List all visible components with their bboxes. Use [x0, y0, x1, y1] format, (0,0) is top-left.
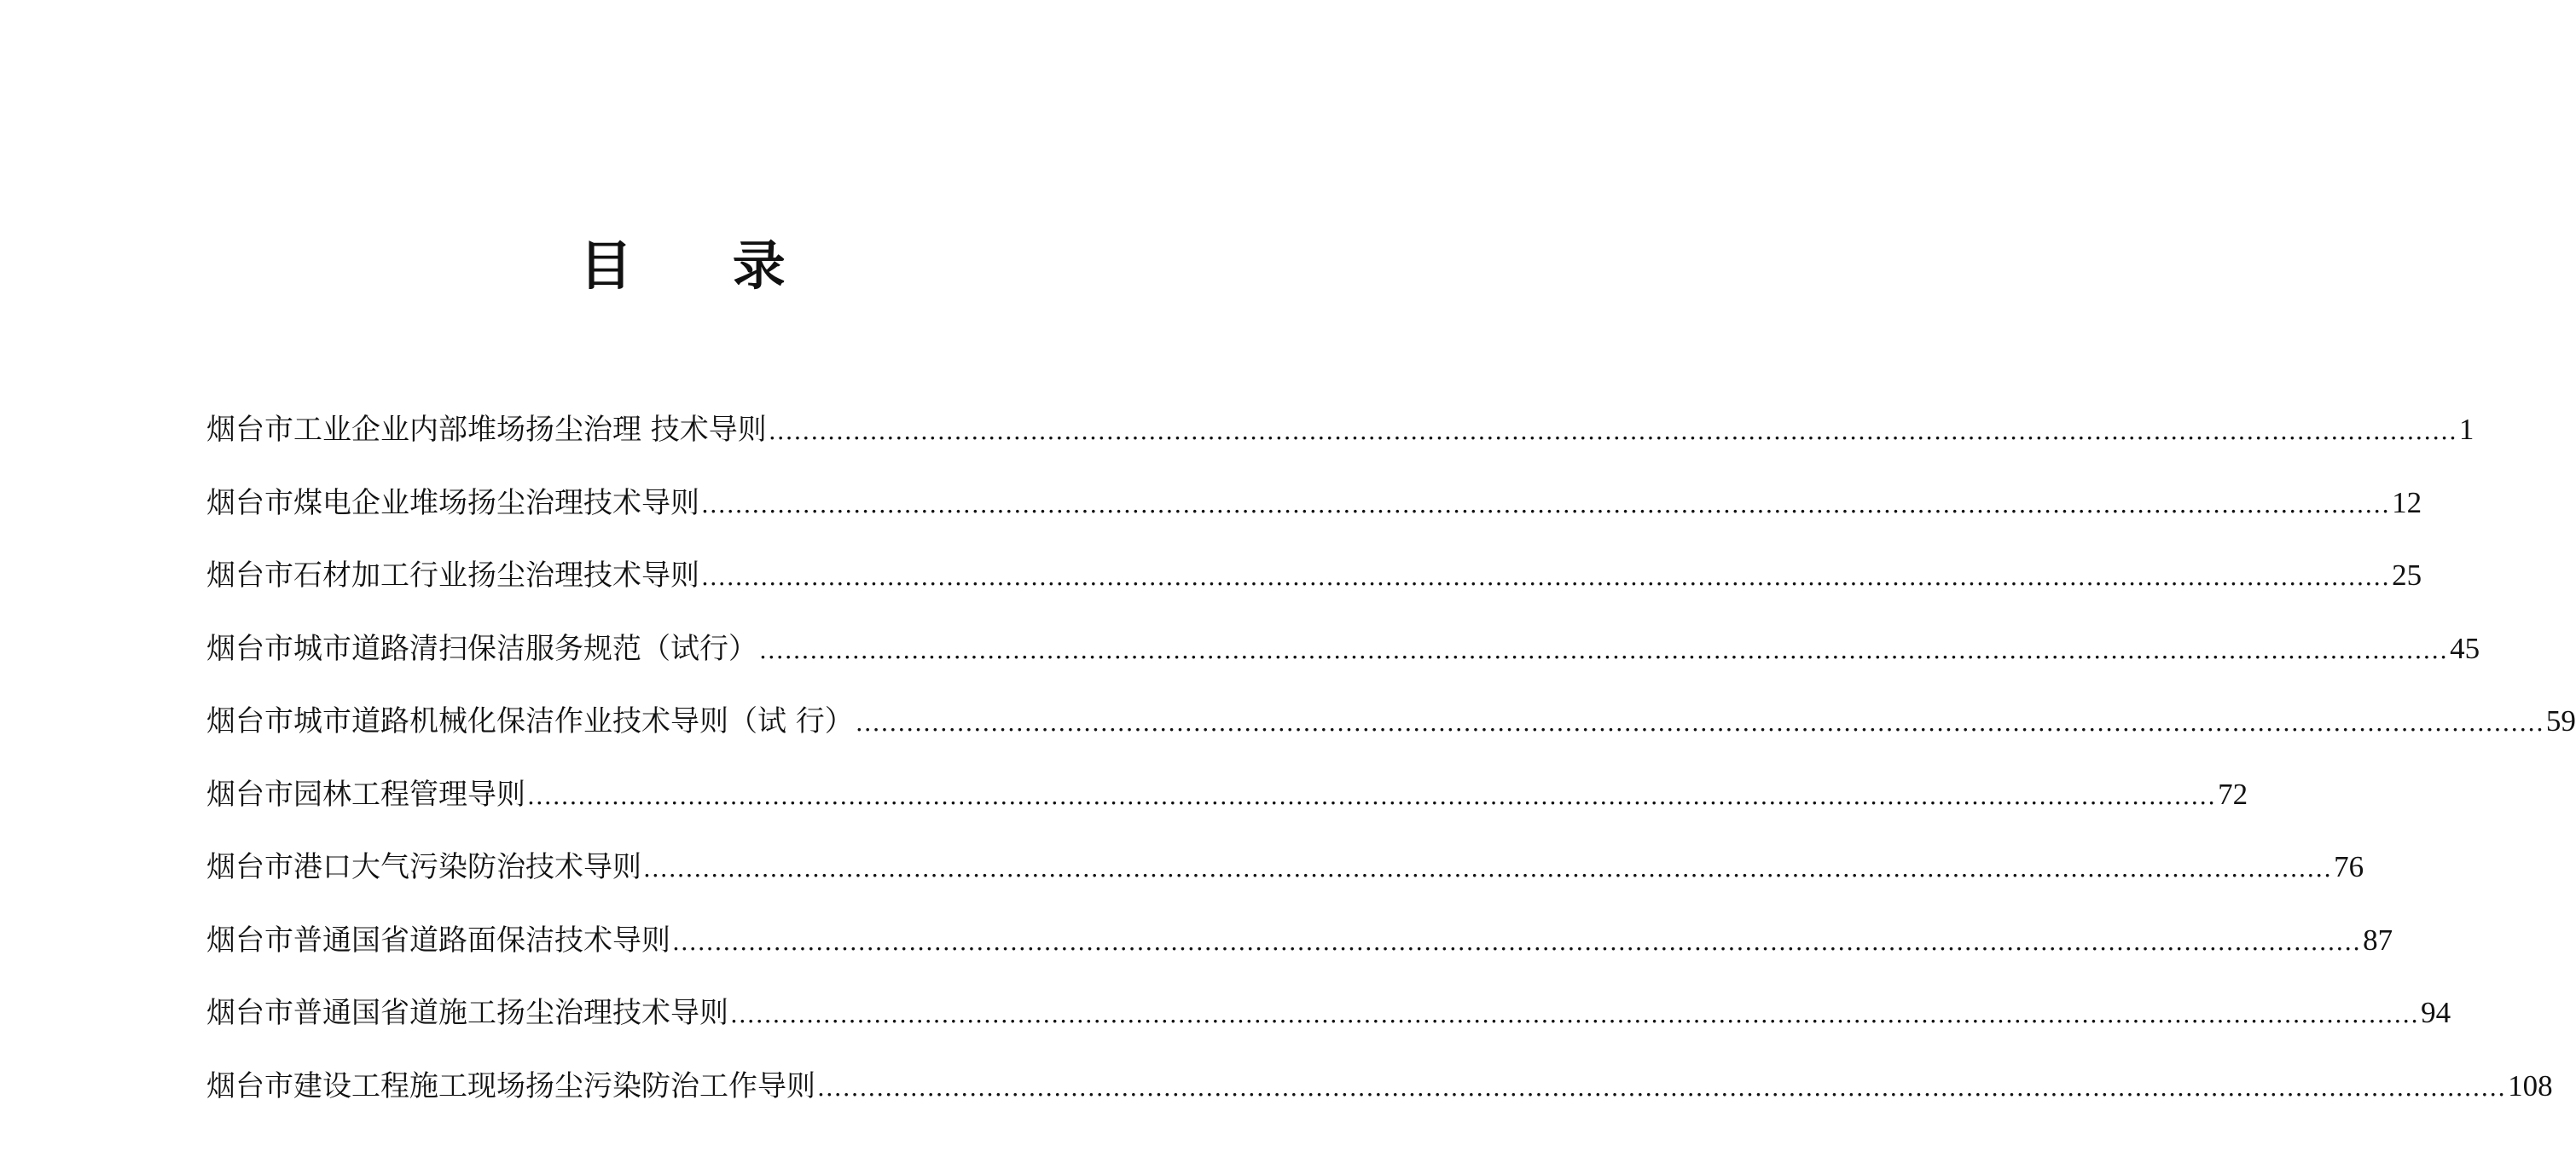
dot-leader: ........................................................................................................................................................................................................ [730, 1000, 2420, 1028]
toc-entry[interactable] [206, 1064, 2553, 1137]
toc-entry-title: 烟台市园林工程管理导则 [206, 777, 525, 812]
toc-entry-title: 烟台市港口大气污染防治技术导则 [206, 850, 641, 884]
toc-list [206, 408, 2576, 1137]
toc-page-number: 59 [2545, 704, 2576, 738]
toc-page-number: 25 [2392, 559, 2422, 592]
toc-entry[interactable] [206, 991, 2451, 1064]
toc-page-number: 1 [2458, 413, 2474, 446]
toc-page-number: 45 [2450, 631, 2480, 665]
dot-leader: ........................................................................................................................................................................................................ [701, 489, 2391, 518]
toc-entry-title: 烟台市煤电企业堆场扬尘治理技术导则 [206, 485, 699, 520]
toc-entry[interactable] [206, 699, 2576, 773]
toc-entry[interactable] [206, 408, 2474, 481]
dot-leader: ........................................................................................................................................................................................................ [643, 854, 2333, 883]
dot-leader: ........................................................................................................................................................................................................ [672, 927, 2362, 956]
toc-page-number: 87 [2363, 923, 2393, 957]
toc-page-number: 94 [2421, 996, 2451, 1029]
toc-page-number: 76 [2334, 850, 2364, 883]
toc-page-number: 72 [2218, 777, 2248, 811]
dot-leader: ........................................................................................................................................................................................................ [817, 1073, 2507, 1102]
toc-entry[interactable] [206, 918, 2393, 992]
toc-entry-title: 烟台市普通国省道路面保洁技术导则 [206, 923, 670, 958]
toc-entry-title: 烟台市工业企业内部堆场扬尘治理 技术导则 [206, 413, 767, 447]
toc-entry-title: 烟台市建设工程施工现场扬尘污染防治工作导则 [206, 1068, 815, 1103]
dot-leader: ........................................................................................................................................................................................................ [701, 563, 2391, 591]
toc-entry-title: 烟台市普通国省道施工扬尘治理技术导则 [206, 996, 728, 1030]
dot-leader: ........................................................................................................................................................................................................ [527, 781, 2217, 810]
toc-entry-title: 烟台市石材加工行业扬尘治理技术导则 [206, 559, 699, 593]
dot-leader: ........................................................................................................................................................................................................ [855, 709, 2544, 737]
dot-leader: ........................................................................................................................................................................................................ [768, 417, 2457, 445]
toc-entry[interactable] [206, 481, 2422, 554]
toc-page-number: 12 [2392, 485, 2422, 519]
toc-entry[interactable] [206, 627, 2480, 700]
toc-title: 目 录 [579, 234, 827, 297]
toc-page-number: 108 [2508, 1068, 2553, 1103]
toc-entry[interactable] [206, 553, 2422, 627]
toc-entry-title: 烟台市城市道路机械化保洁作业技术导则（试 行） [206, 704, 854, 738]
toc-entry[interactable] [206, 773, 2248, 846]
toc-entry-title: 烟台市城市道路清扫保洁服务规范（试行） [206, 631, 757, 666]
toc-entry[interactable] [206, 845, 2364, 918]
dot-leader: ........................................................................................................................................................................................................ [759, 635, 2449, 664]
